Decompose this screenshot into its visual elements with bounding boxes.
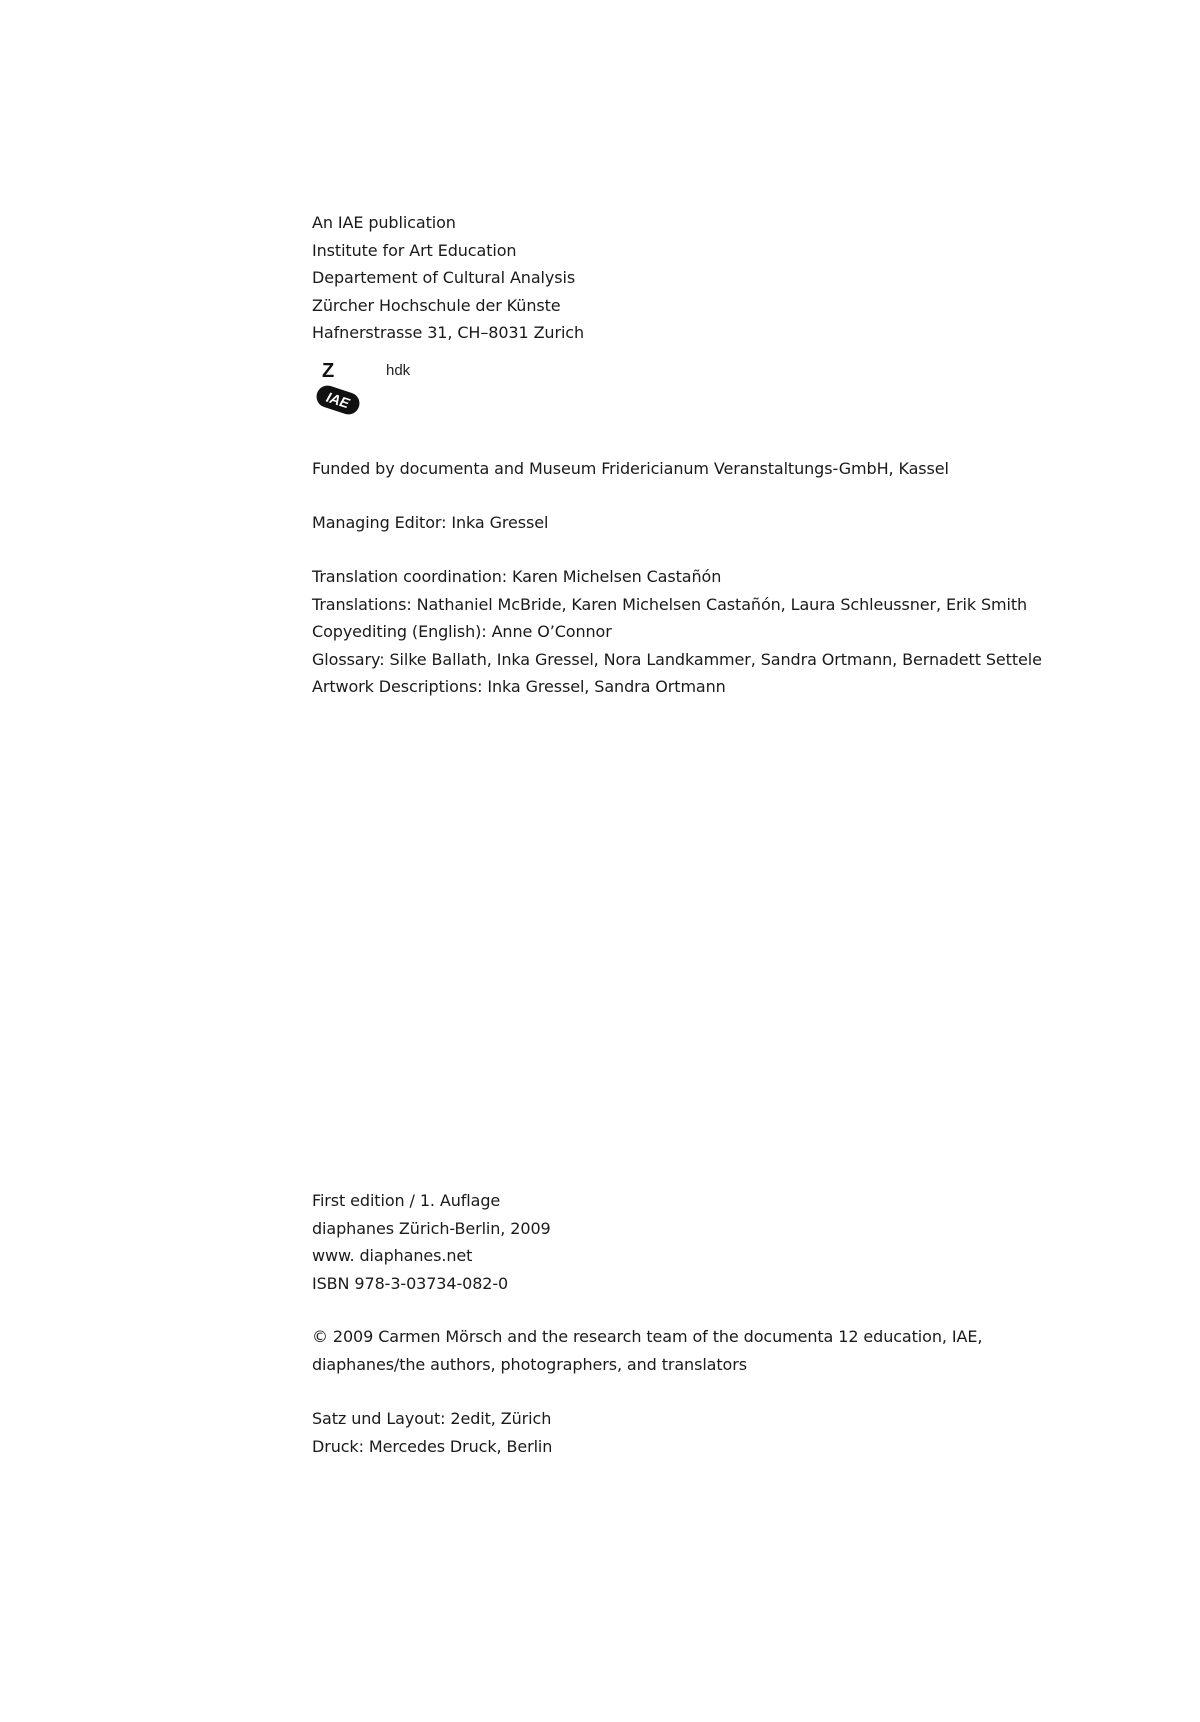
translation-line: Copyediting (English): Anne O’Connor: [312, 622, 612, 641]
logo-letter: Z: [322, 360, 335, 382]
logo-side-text: hdk: [386, 362, 411, 379]
production-block: [312, 1405, 552, 1460]
publisher-line: Zürcher Hochschule der Künste: [312, 295, 561, 315]
editor-block: [312, 509, 548, 537]
copyright-line: © 2009 Carmen Mörsch and the research team of the documenta 12 education, IAE,: [312, 1327, 983, 1346]
publisher-line: Institute for Art Education: [312, 240, 517, 260]
edition-line: diaphanes Zürich-Berlin, 2009: [312, 1218, 551, 1238]
publisher-block: [312, 209, 584, 347]
translation-line: Translation coordination: Karen Michelsen Castañón: [312, 567, 722, 586]
funding-line: Funded by documenta and Museum Fridericianum Veranstaltungs-GmbH, Kassel: [312, 459, 949, 478]
translation-line: Glossary: Silke Ballath, Inka Gressel, Nora Landkammer, Sandra Ortmann, Bernadett Settele: [312, 649, 1042, 669]
edition-line: ISBN 978-3-03734-082-0: [312, 1273, 509, 1293]
logo-badge: [314, 383, 363, 418]
logo-badge-text: IAE: [324, 388, 352, 412]
publisher-line: Hafnerstrasse 31, CH–8031 Zurich: [312, 323, 585, 342]
iae-zhdk-logo: [312, 360, 432, 420]
production-line: Satz und Layout: 2edit, Zürich: [312, 1409, 552, 1428]
funding-block: [312, 455, 949, 483]
editor-line: Managing Editor: Inka Gressel: [312, 513, 549, 532]
production-line: Druck: Mercedes Druck, Berlin: [312, 1436, 553, 1456]
edition-block: [312, 1187, 551, 1297]
edition-line: First edition / 1. Auflage: [312, 1191, 501, 1210]
copyright-line: diaphanes/the authors, photographers, and translators: [312, 1354, 747, 1374]
translation-line: Translations: Nathaniel McBride, Karen Michelsen Castañón, Laura Schleussner, Erik Smith: [312, 594, 1028, 614]
translation-block: [312, 563, 1042, 701]
copyright-block: [312, 1323, 982, 1378]
edition-line: www. diaphanes.net: [312, 1246, 473, 1265]
publisher-line: Departement of Cultural Analysis: [312, 268, 576, 287]
publisher-line: An IAE publication: [312, 213, 456, 232]
translation-line: Artwork Descriptions: Inka Gressel, Sandra Ortmann: [312, 677, 726, 696]
